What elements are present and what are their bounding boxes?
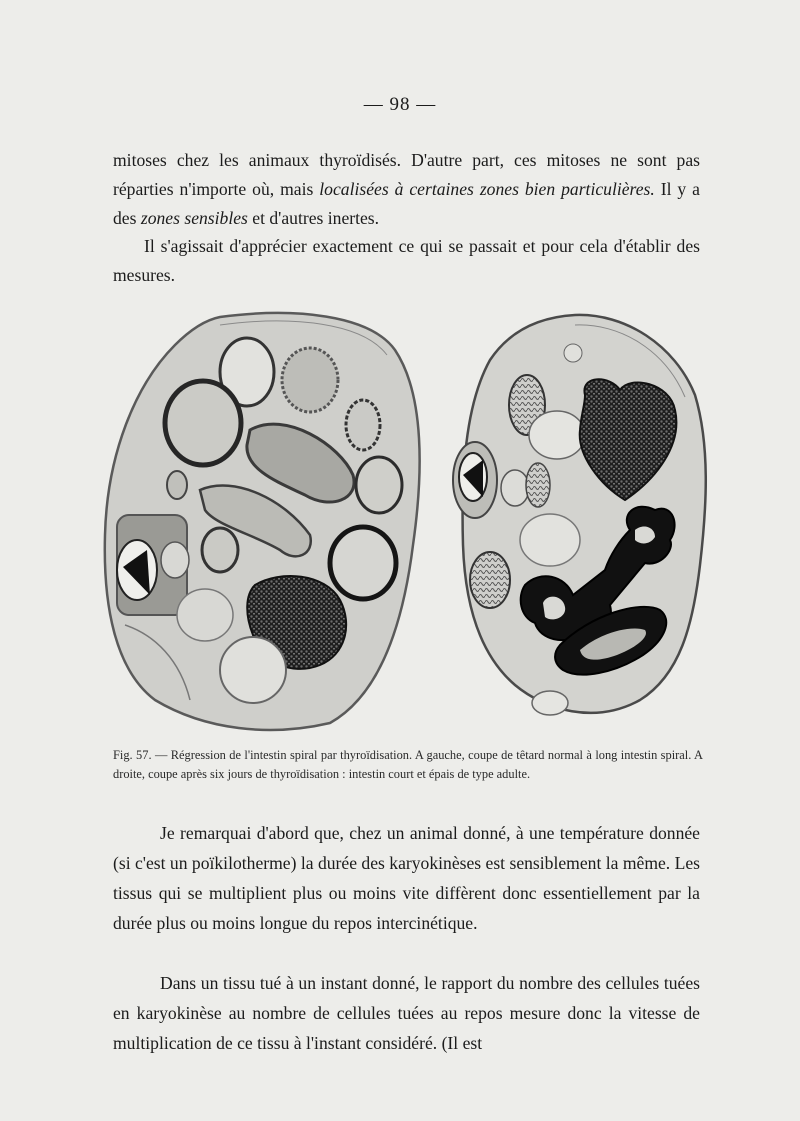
paragraph-1-text-c: et d'autres inertes.	[247, 208, 380, 228]
figure-57-micrographs	[95, 305, 715, 735]
paragraph-2: Il s'agissait d'apprécier exactement ce qui se passait et pour cela d'établir des mesures.	[113, 236, 700, 285]
page-number: — 98 —	[363, 94, 437, 115]
paragraph-1-text-b: Il y a des	[113, 179, 700, 228]
paragraph-1-text-a: mitoses chez les animaux thyroïdisés. D'autre part, ces mitoses ne sont pas réparties n'importe où, mais	[113, 150, 700, 199]
left-section-normal-tadpole	[105, 313, 420, 730]
right-section-thyroidised	[453, 315, 706, 715]
figure-caption-text: — Régression de l'intestin spiral par thyroïdisation. A gauche, coupe de têtard normal à long intestin spiral. A droite, coupe après six jours de thyroïdisation : intestin court et épais de type adulte.	[113, 748, 703, 781]
paragraph-4: Dans un tissu tué à un instant donné, le rapport du nombre des cellules tuées en karyokinèse au nombre de cellules tuées au repos mesure donc la vitesse de multiplication de ce tissu à l'instant considéré. (Il est	[113, 973, 700, 1053]
paragraph-3: Je remarquai d'abord que, chez un animal donné, à une température donnée (si c'est un poïkilotherme) la durée des karyokinèses est sensiblement la même. Les tissus qui se multiplient plus ou moins vite diffèrent donc essentiellement par la durée plus ou moins longue du repos intercinétique.	[113, 823, 701, 933]
figure-caption	[113, 746, 703, 784]
paragraph-1-emphasis-a: localisées à certaines zones bien particulières.	[319, 179, 655, 199]
paragraph-1	[113, 146, 700, 233]
paragraph-1-emphasis-b: zones sensibles	[140, 208, 248, 228]
figure-label: Fig. 57.	[113, 748, 152, 762]
